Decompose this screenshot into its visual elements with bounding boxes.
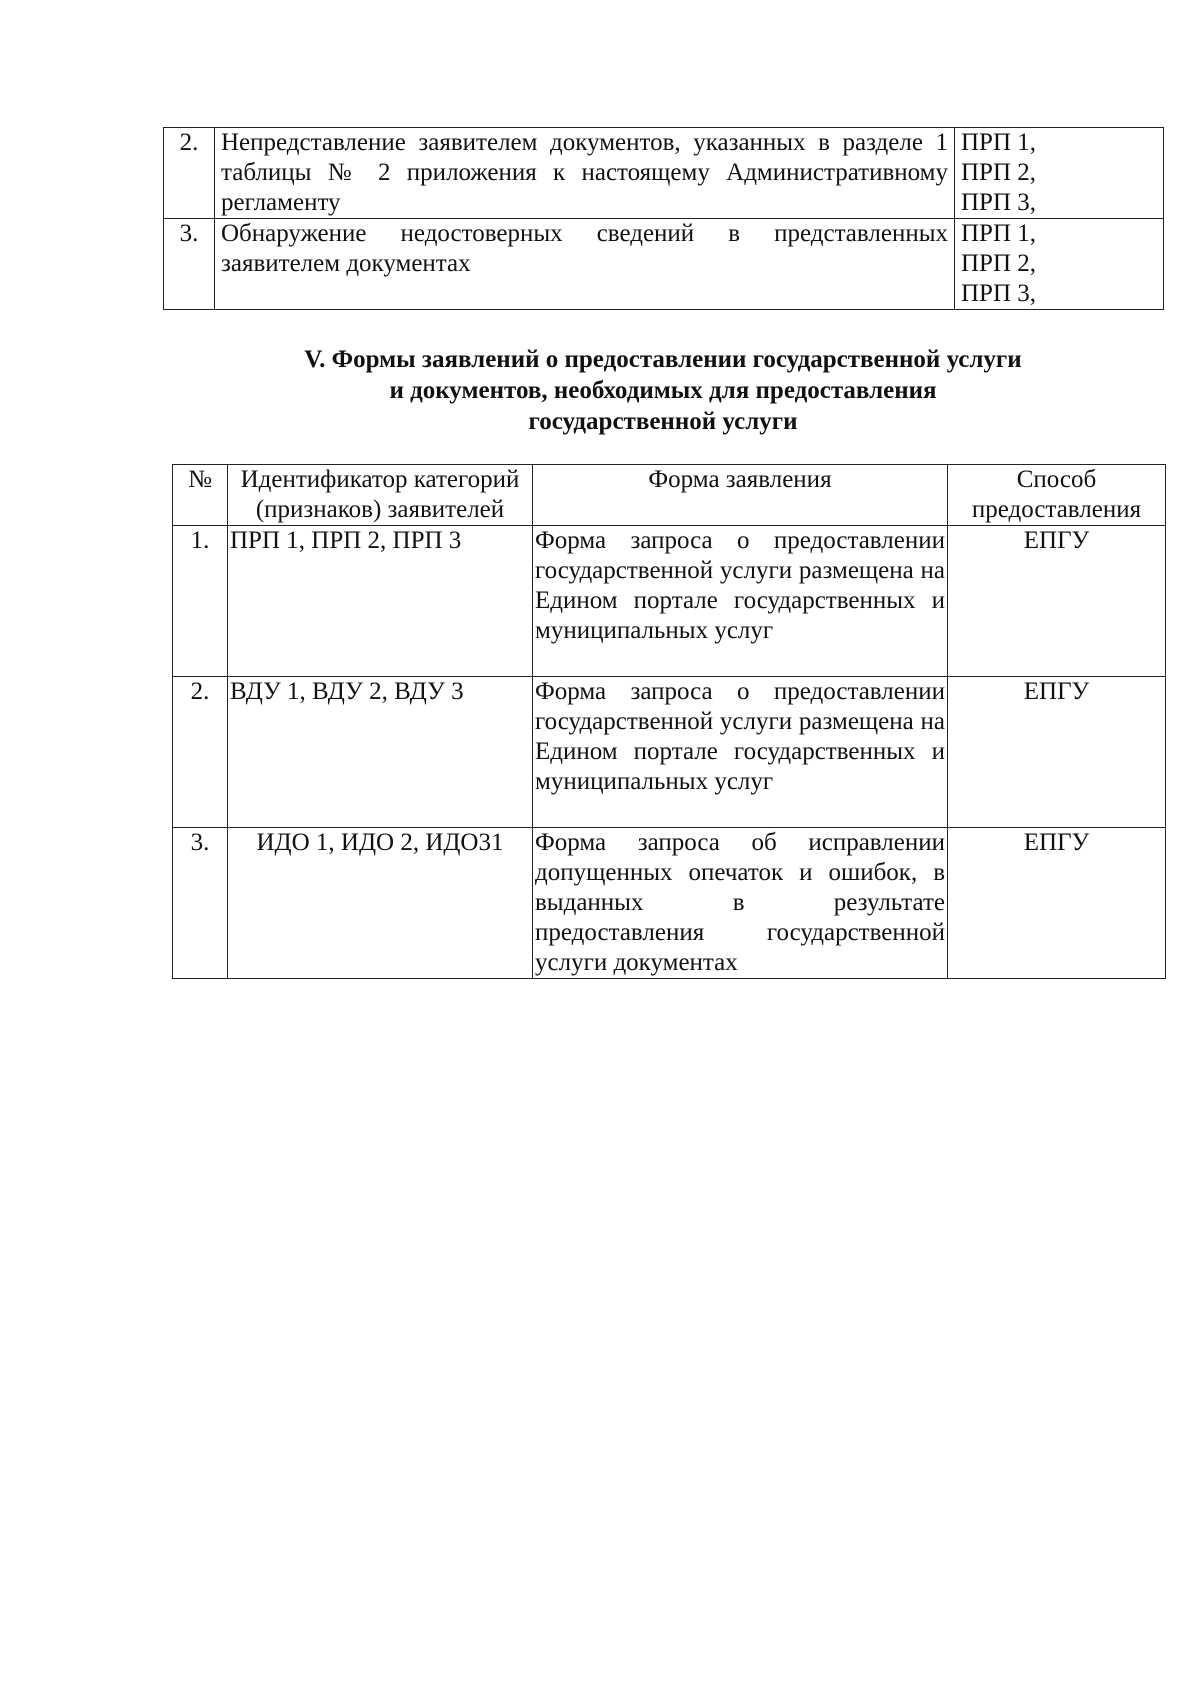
category-item: ПРП 2, — [961, 159, 1037, 186]
category-item: ПРП 1, — [961, 220, 1037, 247]
row-number: 3. — [164, 219, 215, 310]
category-item: ПРП 1, — [961, 129, 1037, 156]
applicant-categories — [955, 128, 1164, 219]
submission-method: ЕПГУ — [948, 828, 1166, 979]
row-number: 1. — [173, 526, 228, 677]
refusal-ground-text: Обнаружение недостоверных сведений в представленных заявителем документах — [215, 219, 955, 310]
section-title-line: государственной услуги — [528, 408, 798, 435]
section-title-line: и документов, необходимых для предоставления — [389, 377, 937, 404]
table-row — [164, 219, 1164, 310]
submission-method: ЕПГУ — [948, 526, 1166, 677]
table-row — [173, 677, 1166, 828]
table-header-row — [173, 465, 1166, 526]
application-forms-table — [172, 464, 1166, 979]
category-identifiers: ВДУ 1, ВДУ 2, ВДУ 3 — [228, 677, 533, 828]
category-identifiers: ИДО 1, ИДО 2, ИДО31 — [228, 828, 533, 979]
row-number: 2. — [164, 128, 215, 219]
section-title-line: V. Формы заявлений о предоставлении государственной услуги — [304, 346, 1022, 373]
table-row — [173, 828, 1166, 979]
category-identifiers: ПРП 1, ПРП 2, ПРП 3 — [228, 526, 533, 677]
category-item: ПРП 2, — [961, 250, 1037, 277]
column-header-identifier: Идентификатор категорий (признаков) заявителей — [228, 465, 533, 526]
applicant-categories — [955, 219, 1164, 310]
application-form-text: Форма запроса о предоставлении государственной услуги размещена на Едином портале государственных и муниципальных услуг — [533, 677, 948, 828]
row-number: 3. — [173, 828, 228, 979]
column-header-form: Форма заявления — [533, 465, 948, 526]
refusal-grounds-table — [163, 127, 1164, 310]
section-title — [163, 344, 1163, 437]
column-header-method: Способ предоставления — [948, 465, 1166, 526]
submission-method: ЕПГУ — [948, 677, 1166, 828]
category-item: ПРП 3, — [961, 189, 1037, 216]
table-row — [173, 526, 1166, 677]
refusal-ground-text: Непредставление заявителем документов, указанных в разделе 1 таблицы № 2 приложения к настоящему Административному регламенту — [215, 128, 955, 219]
row-number: 2. — [173, 677, 228, 828]
column-header-number: № — [173, 465, 228, 526]
application-form-text: Форма запроса о предоставлении государственной услуги размещена на Едином портале государственных и муниципальных услуг — [533, 526, 948, 677]
category-item: ПРП 3, — [961, 280, 1037, 307]
table-row — [164, 128, 1164, 219]
application-form-text: Форма запроса об исправлении допущенных опечаток и ошибок, в выданных в результате предоставления государственной услуги документах — [533, 828, 948, 979]
